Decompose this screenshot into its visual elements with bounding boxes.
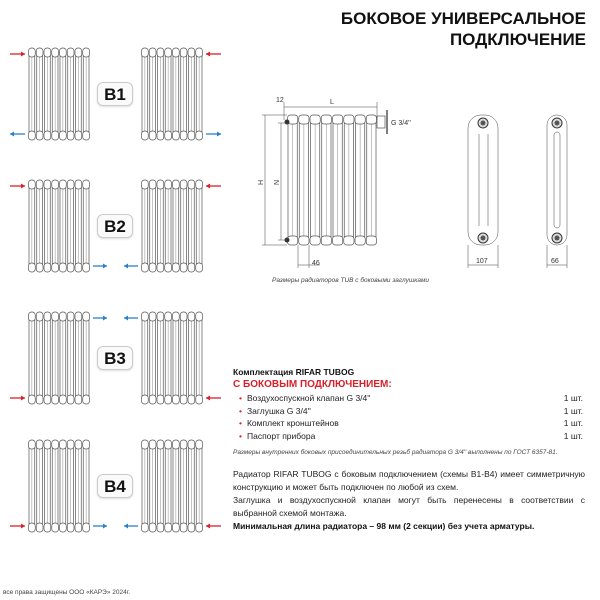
return-arrow: [124, 524, 138, 529]
supply-arrow: [206, 52, 221, 57]
supply-arrow: [10, 52, 25, 57]
radiator-right: [142, 180, 203, 272]
supply-arrow: [206, 524, 221, 529]
return-arrow: [93, 524, 107, 529]
dimension-label: 107: [476, 258, 488, 265]
description: Радиатор RIFAR TUBOG с боковым подключением (схемы B1-B4) имеет симметричную конструкцию и может быть подключен по любой из схем. Заглушка и воздухоспускной клапан могут быть перенесены в соответствии с выбранной схемой монтажа. Минимальная длина радиатора – 98 мм (2 секции) без учета арматуры.: [233, 469, 585, 531]
return-arrow: [10, 132, 25, 137]
scheme-b1: [0, 44, 232, 154]
bullet-icon: •: [239, 405, 242, 416]
dimension-label: N: [274, 179, 281, 185]
scheme-label: B3: [97, 346, 133, 370]
return-arrow: [93, 316, 107, 321]
bullet-icon: •: [239, 430, 242, 441]
dimension-label: 46: [312, 260, 320, 267]
bullet-icon: •: [239, 418, 242, 428]
return-arrow: [206, 132, 221, 137]
return-arrow: [93, 264, 107, 269]
radiator-left: [29, 312, 90, 404]
kit-item: • Комплект кронштейнов 1 шт.: [239, 418, 583, 428]
dimension-label: 66: [551, 258, 559, 265]
scheme-label: B2: [97, 214, 133, 238]
radiator-right: [142, 312, 203, 404]
radiator-front-view: [288, 115, 377, 245]
radiator-right: [142, 440, 203, 532]
kit-item: • Заглушка G 3/4'' 1 шт.: [239, 405, 583, 416]
radiator-right: [142, 48, 203, 140]
scheme-label: B1: [97, 82, 133, 106]
dimension-drawing: [240, 90, 600, 280]
kit-item: • Паспорт прибора 1 шт.: [239, 430, 583, 441]
kit-heading: Комплектация RIFAR TUBOG: [233, 367, 355, 377]
supply-arrow: [206, 396, 221, 401]
supply-arrow: [10, 524, 25, 529]
bullet-icon: •: [239, 393, 242, 403]
copyright: все права защищены ООО «КАРЭ» 2024г.: [3, 589, 131, 596]
supply-arrow: [10, 184, 25, 189]
dimension-label: G 3/4'': [391, 120, 411, 127]
kit-subheading: С БОКОВЫМ ПОДКЛЮЧЕНИЕМ:: [233, 379, 392, 390]
radiator-left: [29, 48, 90, 140]
radiator-left: [29, 180, 90, 272]
scheme-b4: [0, 436, 232, 546]
kit-item: • Воздухоспускной клапан G 3/4'' 1 шт.: [239, 393, 583, 403]
page-title: БОКОВОЕ УНИВЕРСАЛЬНОЕ ПОДКЛЮЧЕНИЕ: [340, 9, 586, 49]
return-arrow: [124, 316, 138, 321]
drawing-caption: Размеры радиаторов TUB с боковыми заглушками: [272, 277, 430, 284]
supply-arrow: [206, 184, 221, 189]
scheme-label: B4: [97, 474, 133, 498]
dimension-label: H: [258, 179, 265, 185]
return-arrow: [124, 264, 138, 269]
kit-section: [233, 367, 583, 456]
scheme-b2: [0, 176, 232, 286]
kit-note: Размеры внутренних боковых присоединительных резьб радиатора G 3/4'' выполнены по ГОСТ 6357-81.: [233, 449, 558, 456]
radiator-left: [29, 440, 90, 532]
scheme-b3: [0, 308, 232, 418]
supply-arrow: [10, 396, 25, 401]
dimension-label: 12: [276, 97, 284, 104]
dimension-label: L: [330, 99, 334, 106]
